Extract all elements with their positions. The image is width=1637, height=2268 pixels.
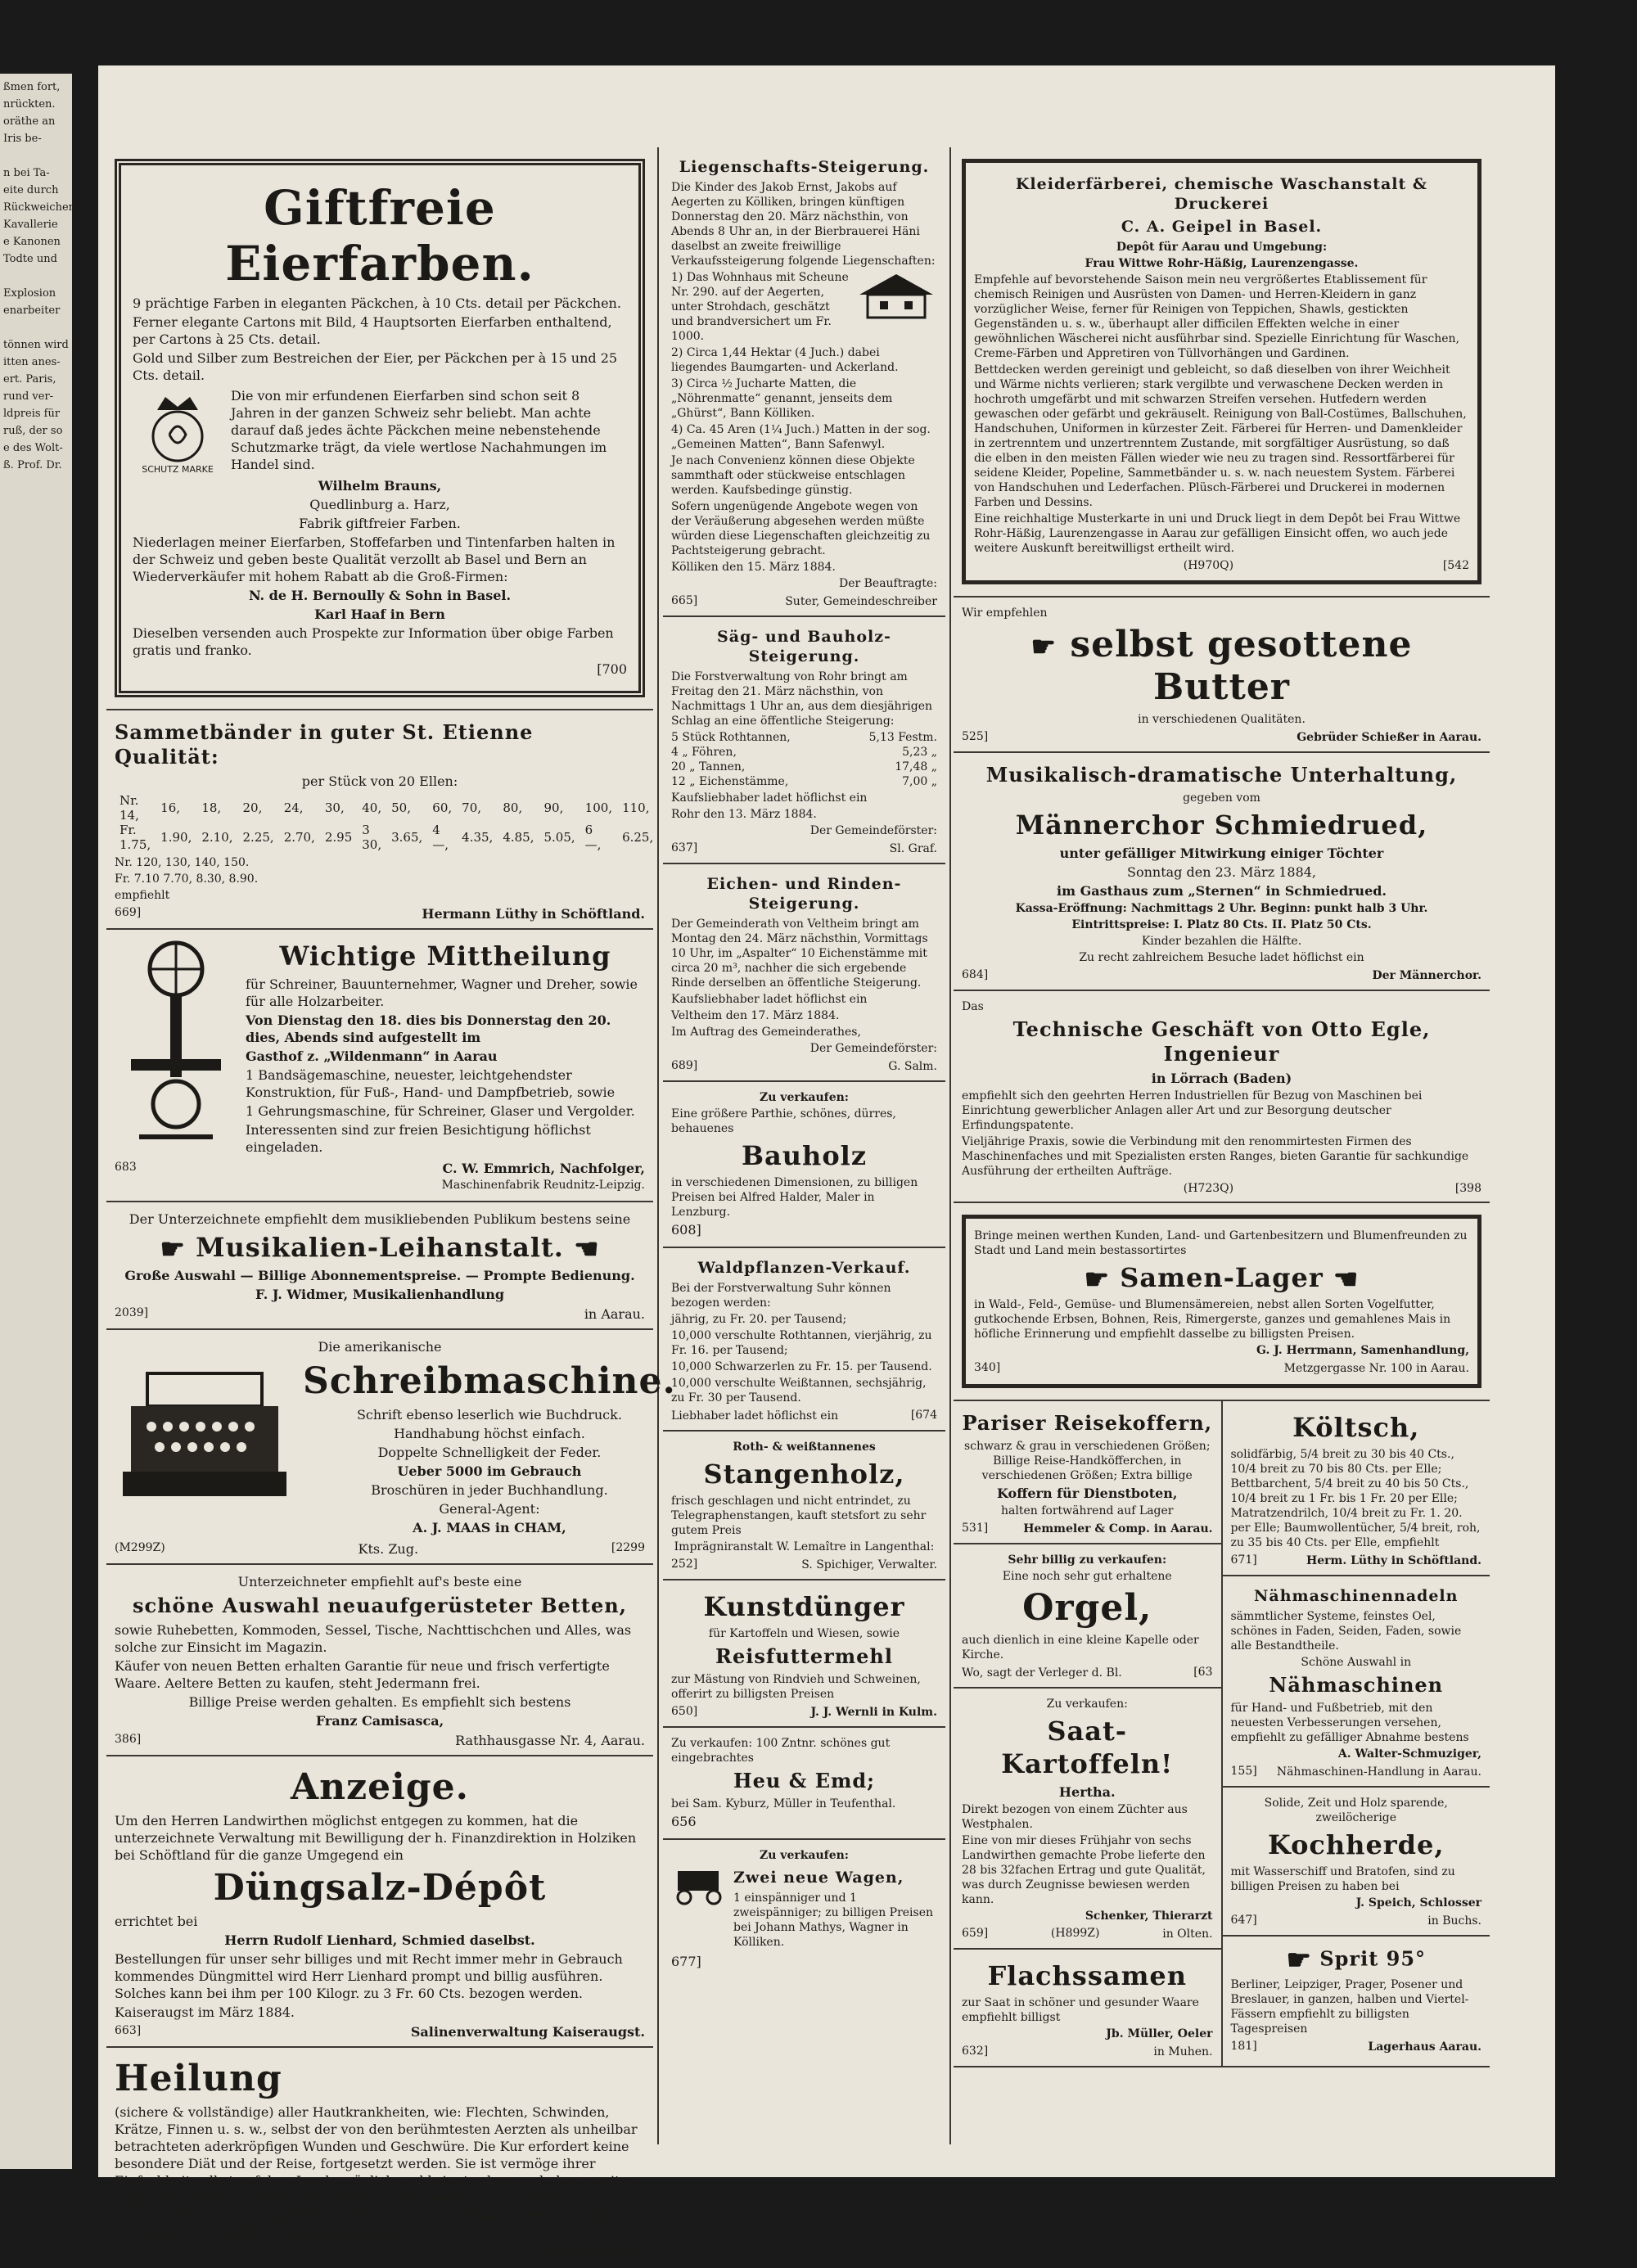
price-cell: 110, — [622, 800, 650, 815]
ad-sammetbaender: Sammetbänder in guter St. Etienne Qualität: per Stück von 20 Ellen: Nr. 14, 16, 18, 20, 24, 30, 40, 50, 60, 70, 80, 90, 100, 110, Fr. 1.75, 1.90, 2.10, 2.25, 2.70, 2.95 3 30, 3.65, 4 —, 4.35, 4.85, 5.05, 6 —, 6.25, Nr. 120, 130, 140, 150. Fr. 7.10 7.70, 8.30, 8.90. empfiehlt 669] Hermann Lüthy in Schöftland. — [106, 710, 653, 930]
price-cell: 16, — [160, 800, 181, 815]
trademark-crown-icon — [133, 386, 223, 476]
ad-kartoffeln: Zu verkaufen: Saat-Kartoffeln! Hertha. Direkt bezogen von einem Züchter aus Westphalen. Eine von mir dieses Frühjahr von sechs Landwirthen gemachte Probe lieferte den 28 bis 32fachen Ertrag und gute Qualität, was durch Zeugnisse bewiesen werden kann. Schenker, Thierarzt 659] (H899Z) in Olten. — [954, 1689, 1221, 1950]
price-cell: 40, — [362, 800, 382, 815]
strip-line: n bei Ta- — [3, 167, 50, 179]
ad-title: schöne Auswahl neuaufgerüsteter Betten, — [132, 1594, 628, 1617]
ad-anzeige: Anzeige. Um den Herren Landwirthen möglichst entgegen zu kommen, hat die unterzeichnete Verwaltung mit Bewilligung der h. Finanzdirektion in Holziken bei Schöftland für die ganze Umgegend ein Düngsalz-Dépôt errichtet bei Herrn Rudolf Lienhard, Schmied daselbst. Bestellungen für unser sehr billiges und mit Recht immer mehr in Gebrauch kommendes Düngmittel wird Herr Lienhard prompt und billig ausführen. Solches kann bei ihm per 100 Kilogr. zu 3 Fr. 60 Cts. bezogen werden. Kaiseraugst im März 1884. 663] Salinenverwaltung Kaiseraugst. — [106, 1756, 653, 2048]
lot-row: 4 „ Föhren, 5,23 „ — [671, 746, 937, 759]
price-cell: 24, — [283, 800, 304, 815]
strip-line: enarbeiter — [3, 304, 61, 317]
price-cell: 30, — [324, 800, 345, 815]
price-cell: 20, — [242, 800, 263, 815]
strip-line: Rückweichen — [3, 201, 76, 214]
ad-eichen: Eichen- und Rinden-Steigerung. Der Gemeinderath von Veltheim bringt am Montag den 24. März nächsthin, Vormittags 10 Uhr, im „Aspalter“ 10 Eichenstämme mit circa 20 m³, nachher die sich ergebende Rinde derselben an öffentliche Steigerung. Kaufsliebhaber ladet höflichst ein Veltheim den 17. März 1884. Im Auftrag des Gemeinderathes, Der Gemeindeförster: 689] G. Salm. — [663, 864, 945, 1082]
strip-line: oräthe an — [3, 115, 56, 128]
ad-title: Anzeige. — [291, 1766, 469, 1808]
strip-line: ruß, der so — [3, 425, 63, 437]
ad-reisekoffer: Pariser Reisekoffern, schwarz & grau in verschiedenen Größen; Billige Reise-Handköfferchen, in verschiedenen Größen; Extra billige Koffern für Dienstboten, halten fortwährend auf Lager 531] Hemmeler & Comp. in Aarau. — [954, 1401, 1221, 1544]
ad-title: Samen-Lager — [1120, 1262, 1324, 1293]
offer-row: jährig, zu Fr. 20. per Tausend; — [671, 1313, 847, 1326]
ad-kunstduenger: Kunstdünger für Kartoffeln und Wiesen, sowie Reisfuttermehl zur Mästung von Rindvieh und Schweinen, offerirt zu billigsten Preisen 650] J. J. Wernli in Kulm. — [663, 1580, 945, 1728]
ad-flachssamen: Flachssamen zur Saat in schöner und gesunder Waare empfiehlt billigst Jb. Müller, Oeler 632] in Muhen. — [962, 1960, 1213, 2058]
pointing-hand-icon: ☚ — [574, 1233, 600, 1266]
offer-row: 10,000 Schwarzerlen zu Fr. 15. per Tausend. — [671, 1360, 932, 1373]
ad-row-pair — [954, 1401, 1490, 2067]
price-cell: 4.85, — [503, 830, 534, 845]
ad-musikalien: Der Unterzeichnete empfiehlt dem musikliebenden Publikum bestens seine ☛ Musikalien-Leihanstalt. ☚ Große Auswahl — Billige Abonnementspreise. — Prompte Bedienung. F. J. Widmer, Musikalienhandlung 2039] in Aarau. — [106, 1202, 653, 1330]
pointing-hand-icon: ☛ — [1286, 1944, 1312, 1977]
pointing-hand-icon: ☚ — [1333, 1263, 1360, 1296]
price-cell: 60, — [432, 800, 453, 815]
strip-line: e des Wolt- — [3, 442, 63, 454]
ad-title: Schreibmaschine. — [303, 1360, 676, 1402]
ad-title: Saat-Kartoffeln! — [1001, 1716, 1174, 1779]
adjacent-page-text — [0, 74, 76, 479]
advertiser-name: Wilhelm Brauns, — [318, 478, 442, 494]
price-cell: 2.10, — [201, 830, 233, 845]
farmhouse-illustration — [855, 270, 937, 319]
ad-bauholz-steigerung: Säg- und Bauholz-Steigerung. Die Forstverwaltung von Rohr bringt am Freitag den 21. März nächsthin, von Nachmittags 1 Uhr an, aus dem diesjährigen Schlag an eine öffentliche Steigerung: 5 Stück Rothtannen, 5,13 Festm. 4 „ Föhren, 5,23 „ 20 „ Tannen, 17,48 „ 12 „ Eichenstämme, 7,00 „ Kaufsliebhaber ladet höflichst ein Rohr den 13. März 1884. Der Gemeindeförster: 637] Sl. Graf. — [663, 617, 945, 864]
ad-stangenholz: Roth- & weißtannenes Stangenholz, frisch geschlagen und nicht entrindet, zu Telegraphenstangen, kauft stetsfort zu sehr gutem Preis Imprägniranstalt W. Lemaître in Langenthal: 252] S. Spichiger, Verwalter. — [663, 1432, 945, 1580]
strip-line: tönnen wird — [3, 339, 69, 351]
price-cell: 3.65, — [391, 830, 423, 845]
newspaper-page — [98, 65, 1555, 2259]
ad-title: Säg- und Bauholz-Steigerung. — [717, 628, 891, 665]
ad-title: Technische Geschäft von Otto Egle, Ingenieur — [1012, 1017, 1431, 1066]
pointing-hand-icon: ☛ — [1030, 630, 1057, 664]
strip-line — [3, 268, 69, 285]
strip-line: Todte und — [3, 253, 57, 265]
ad-title: Kochherde, — [1267, 1829, 1445, 1860]
ad-title: Orgel, — [1022, 1587, 1152, 1629]
strip-line — [3, 319, 69, 336]
ad-title: Heilung — [115, 2058, 282, 2099]
strip-line — [3, 147, 69, 165]
ad-title: selbst gesottene Butter — [1070, 624, 1413, 708]
ad-bauholz: Zu verkaufen: Eine größere Parthie, schönes, dürres, behauenes Bauholz in verschiedenen Dimensionen, zu billigen Preisen bei Alfred Halder, Maler in Lenzburg. 608] — [663, 1082, 945, 1248]
offer-row: 10,000 verschulte Weißtannen, sechsjährig, zu Fr. 30 per Tausend. — [671, 1377, 927, 1405]
strip-line: ldpreis für — [3, 408, 61, 420]
price-cell: 2.95 — [324, 830, 353, 845]
price-cell: 2.25, — [242, 830, 274, 845]
price-cell: 4.35, — [462, 830, 494, 845]
price-cell: 4 —, — [432, 823, 449, 852]
ad-wagen: Zu verkaufen: Zwei neue Wagen, 1 einspänniger und 1 zweispänniger; zu billigen Preisen bei Johann Mathys, Wagner in Kölliken. 677] — [663, 1840, 945, 1978]
price-cell: 100, — [584, 800, 613, 815]
ad-betten: Unterzeichneter empfiehlt auf's beste eine schöne Auswahl neuaufgerüsteter Betten, sowie Ruhebetten, Kommoden, Sessel, Tische, Nachttischchen und Alles, was solche zur Einsicht im Magazin. Käufer von neuen Betten erhalten Garantie für neue und frisch verfertigte Waare. Aeltere Betten zu kaufen, steht Jedermann frei. Billige Preise werden gehalten. Es empfiehlt sich bestens Franz Camisasca, 386] Rathhausgasse Nr. 4, Aarau. — [106, 1565, 653, 1756]
ad-title: Heu & Emd; — [733, 1769, 876, 1792]
ad-sprit: ☛ Sprit 95° Berliner, Leipziger, Prager, Posener und Breslauer, in ganzen, halben und Viertel-Fässern empfiehlt zu billigsten Tagespreisen 181] Lagerhaus Aarau. — [1230, 1944, 1481, 2054]
ad-title: Flachssamen — [987, 1960, 1188, 1991]
column-left — [106, 147, 676, 2259]
price-cell: 6.25, — [622, 830, 654, 845]
strip-line: e Kanonen — [3, 236, 61, 248]
ad-samen — [954, 1203, 1490, 1401]
ad-egle: Das Technische Geschäft von Otto Egle, Ingenieur in Lörrach (Baden) empfiehlt sich den geehrten Herren Industriellen für Bezug von Maschinen bei Einrichtung gewerblicher Anlagen aller Art und zur Besorgung deutscher Erfindungspatente. Vieljährige Praxis, sowie die Verbindung mit den renommirtesten Firmen des Maschinenfaches und mit Spezialisten ersten Ranges, bieten Garantie für sachkundige Ausführung der ertheilten Aufträge. (H723Q) [398 — [954, 991, 1490, 1203]
ad-maennerchor: Musikalisch-dramatische Unterhaltung, gegeben vom Männerchor Schmiedrued, unter gefälliger Mitwirkung einiger Töchter Sonntag den 23. März 1884, im Gasthaus zum „Sternen“ in Schmiedrued. Kassa-Eröffnung: Nachmittags 2 Uhr. Beginn: punkt halb 3 Uhr. Eintrittspreise: I. Platz 80 Cts. II. Platz 50 Cts. Kinder bezahlen die Hälfte. Zu recht zahlreichem Besuche ladet höflichst ein 684] Der Männerchor. — [954, 753, 1490, 991]
price-cell: 1.90, — [160, 830, 192, 845]
price-cell: Fr. 1.75, — [120, 823, 151, 852]
bandsaw-illustration — [115, 936, 237, 1141]
adjacent-page-strip — [0, 74, 76, 2169]
ad-waldpflanzen: Waldpflanzen-Verkauf. Bei der Forstverwaltung Suhr können bezogen werden: jährig, zu Fr. 20. per Tausend; 10,000 verschulte Rothtannen, vierjährig, zu Fr. 16. per Tausend; 10,000 Schwarzerlen zu Fr. 15. per Tausend. 10,000 verschulte Weißtannen, sechsjährig, zu Fr. 30 per Tausend. Liebhaber ladet höflichst ein [674 — [663, 1248, 945, 1432]
lot-row: 12 „ Eichenstämme, 7,00 „ — [671, 775, 937, 788]
ad-title: Kunstdünger — [703, 1591, 905, 1622]
price-cell: 6 —, — [584, 823, 602, 852]
ad-orgel: Sehr billig zu verkaufen: Eine noch sehr gut erhaltene Orgel, auch dienlich in eine kleine Kapelle oder Kirche. Wo, sagt der Verleger d. Bl. [63 — [954, 1544, 1221, 1689]
ad-title: Waldpflanzen-Verkauf. — [697, 1259, 911, 1277]
pointing-hand-icon: ☛ — [160, 1233, 186, 1266]
ad-eierfarben — [106, 147, 653, 710]
ad-title: Sammetbänder in guter St. Etienne Qualität: — [115, 720, 534, 769]
price-cell: 3 30, — [362, 823, 382, 852]
ad-schreibmaschine: Die amerikanische Schreibmaschine. Schrift ebenso leserlich wie Buchdruck. Handhabung höchst einfach. Doppelte Schnelligkeit der Feder. Ueber 5000 im Gebrauch Broschüren in jeder Buchhandlung. General-Agent: A. J. MAAS in CHAM, (M299Z) Kts. Zug. [2299 — [106, 1330, 653, 1565]
ad-title: Sprit 95° — [1319, 1946, 1427, 1971]
ad-title: Wichtige Mittheilung — [279, 940, 611, 972]
pointing-hand-icon: ☛ — [1084, 1263, 1111, 1296]
price-cell: 5.05, — [543, 830, 575, 845]
strip-line: nrückten. — [3, 98, 56, 110]
strip-line: Explosion — [3, 287, 56, 300]
ad-butter: Wir empfehlen ☛ selbst gesottene Butter in verschiedenen Qualitäten. 525] Gebrüder Schießer in Aarau. — [954, 597, 1490, 753]
strip-line: itten anes- — [3, 356, 61, 368]
strip-line: rund ver- — [3, 390, 54, 403]
typewriter-illustration — [115, 1357, 295, 1513]
price-cell: 50, — [391, 800, 411, 815]
price-cell: 18, — [201, 800, 222, 815]
strip-line: ßmen fort, — [3, 81, 61, 93]
strip-line: ert. Paris, — [3, 373, 56, 386]
column-middle — [663, 147, 945, 2153]
decorative-frame: Giftfreie Eierfarben. 9 prächtige Farben in eleganten Päckchen, à 10 Cts. detail per Päckchen. Ferner elegante Cartons mit Bild, 4 Hauptsorten Eierfarben enthaltend, per Cartons à 25 Cts. detail. Gold und Silber zum Bestreichen der Eier, per Päckchen per à 15 und 25 Cts. detail. SCHUTZ MARKE Die von mir erfundenen Eierfarben sind schon seit 8 Jahren in der ganzen Schweiz sehr beliebt. Man achte darauf daß jedes ächte Päckchen meine nebenstehende Schutzmarke trägt, da viele wertlose Nachahmungen im Handel sind. Wilhelm Brauns, Quedlinburg a. Harz, Fabrik giftfreier Farben. Niederlagen meiner Eierfarben, Stoffefarben und Tintenfarben halten in der Schweiz und geben beste Qualität verzollt ab Basel und Bern an Wiederverkäufer mit hohem Rabatt ab die Groß-Firmen: N. de H. Bernoully & Sohn in Basel. Karl Haaf in Bern Dieselben versenden auch Prospekte zur Information über obige Farben gratis und franko. [700 — [115, 159, 645, 697]
ad-naehmaschinen: Nähmaschinennadeln sämmtlicher Systeme, feinstes Oel, schönes in Faden, Seiden, Faden, sowie alle Bestandtheile. Schöne Auswahl in Nähmaschinen für Hand- und Fußbetrieb, mit den neuesten Verbesserungen versehen, empfiehlt zu gefälliger Abnahme bestens A. Walter-Schmuziger, 155] Nähmaschinen-Handlung in Aarau. — [1223, 1576, 1490, 1788]
ad-title: Stangenholz, — [703, 1459, 905, 1490]
carriage-icon — [671, 1864, 728, 1905]
ad-title: Nähmaschinennadeln — [1254, 1587, 1459, 1605]
price-cell: 80, — [503, 800, 523, 815]
svg-text:SCHUTZ MARKE: SCHUTZ MARKE — [142, 464, 214, 475]
ad-title: Kleiderfärberei, chemische Waschanstalt & Druckerei — [1015, 175, 1428, 213]
ad-title: Liegenschafts-Steigerung. — [679, 158, 930, 176]
ad-title: Giftfreie Eierfarben. — [225, 180, 534, 291]
column-rule — [949, 147, 951, 2144]
ad-title: Költsch, — [1292, 1412, 1420, 1443]
strip-line: ß. Prof. Dr. — [3, 459, 62, 471]
price-table — [115, 793, 658, 852]
ad-title: Pariser Reisekoffern, — [962, 1411, 1213, 1435]
offer-row: 10,000 verschulte Rothtannen, vierjährig, zu Fr. 16. per Tausend; — [671, 1329, 932, 1357]
ad-title: Zwei neue Wagen, — [733, 1869, 904, 1887]
ad-kochherde: Solide, Zeit und Holz sparende, zweilöcherige Kochherde, mit Wasserschiff und Bratofen, sind zu billigen Preisen zu haben bei J. Speich, Schlosser 647] in Buchs. — [1223, 1788, 1490, 1937]
ad-liegenschaft: Liegenschafts-Steigerung. Die Kinder des Jakob Ernst, Jakobs auf Aegerten zu Kölliken, bringen künftigen Donnerstag den 20. März nächsthin, von Abends 8 Uhr an, in der Bierbrauerei Häni daselbst an zweite freiwillige Verkaufssteigerung folgende Liegenschaften: 1) Das Wohnhaus mit Scheune Nr. 290. auf der Aegerten, unter Strohdach, geschätzt und brandversichert um Fr. 1000. 2) Circa 1,44 Hektar (4 Juch.) dabei liegendes Baumgarten- und Ackerland. 3) Circa ½ Jucharte Matten, die „Nöhrenmatte“ genannt, jenseits dem „Ghürst“, Bann Kölliken. 4) Ca. 45 Aren (1¼ Juch.) Matten in der sog. „Gemeinen Matten“, Bann Safenwyl. Je nach Convenienz können diese Objekte sammthaft oder stückweise entschlagen werden. Kaufsbedinge günstig. Sofern ungenügende Angebote wegen von der Veräußerung abgesehen werden müßte würden diese Liegenschaften gleichzeitig zu Pachtsteigerung gebracht. Kölliken den 15. März 1884. Der Beauftragte: 665] Suter, Gemeindeschreiber — [663, 147, 945, 617]
ad-heu: Zu verkaufen: 100 Zntnr. schönes gut eingebrachtes Heu & Emd; bei Sam. Kyburz, Müller in Teufenthal. 656 — [663, 1728, 945, 1840]
ad-frame: Bringe meinen werthen Kunden, Land- und Gartenbesitzern und Blumenfreunden zu Stadt und Land mein bestassortirtes ☛ Samen-Lager ☚ in Wald-, Feld-, Gemüse- und Blumensämereien, nebst allen Sorten Vogelfutter, gutkochende Erbsen, Bohnen, Reis, Rimergerste, ganzes und gemahlenes Mais in höfliche Erinnerung und empfiehlt dasselbe zu billigsten Preisen. G. J. Herrmann, Samenhandlung, 340] Metzgergasse Nr. 100 in Aarau. — [962, 1215, 1481, 1388]
price-cell: 90, — [543, 800, 564, 815]
ad-title: Bauholz — [742, 1140, 867, 1171]
ad-heilung: Heilung (sichere & vollständige) aller Hautkrankheiten, wie: Flechten, Schwinden, Krätze, Finnen u. s. w., selbst der von den berühmtesten Aerzten als unheilbar betrachteten aderkröpfigen Wunden und Geschwüre. Die Kur erfordert keine besondere Diät und der Reise, fortgesetzt werden. Sie ist vermöge ihrer Einfachheit selbst auf dem Lande möglich und bringt schon nach dem zweiten Tage eine merkliche Besserung hervor. — Man wende sich an Herrn Lenormand, Arzt und Apotheker erster Klasse in Tournan (Seine-et-Marne) Frankreich. — Briefliche Consultationen gratis. (H5630X) [1607 — [115, 2058, 645, 2259]
lot-row: 20 „ Tannen, 17,48 „ — [671, 760, 937, 773]
column-right — [954, 147, 1490, 2153]
strip-line: Kavallerie — [3, 219, 58, 231]
ad-geipel — [954, 147, 1490, 597]
ad-koeltsch: Költsch, solidfärbig, 5/4 breit zu 30 bis 40 Cts., 10/4 breit zu 70 bis 80 Cts. per Elle; Bettbarchent, 5/4 breit zu 40 bis 50 Cts., 10/4 breit zu 1 Fr. bis 1 Fr. 20 per Elle; Matratzendrilch, 10/4 breit zu Fr. 1. 20. per Elle; Baumwollentücher, 5/4 breit, roh, zu 35 bis 40 Cts. per Elle, empfiehlt 671] Herm. Lüthy in Schöftland. — [1223, 1401, 1490, 1576]
column-rule — [657, 147, 659, 2144]
ad-emmrich: Wichtige Mittheilung für Schreiner, Bauunternehmer, Wagner und Dreher, sowie für alle Holzarbeiter. Von Dienstag den 18. dies bis Donnerstag den 20. dies, Abends sind aufgestellt im Gasthof z. „Wildenmann“ in Aarau 1 Bandsägemaschine, neuester, leichtgehendster Konstruktion, für Fuß-, Hand- und Dampfbetrieb, sowie 1 Gehrungsmaschine, für Schreiner, Glaser und Vergolder. Interessenten sind zur freien Besichtigung höflichst eingeladen. 683 C. W. Emmrich, Nachfolger, Maschinenfabrik Reudnitz-Leipzig. — [106, 930, 653, 1202]
ad-frame: Kleiderfärberei, chemische Waschanstalt & Druckerei C. A. Geipel in Basel. Depôt für Aarau und Umgebung: Frau Wittwe Rohr-Häßig, Laurenzengasse. Empfehle auf bevorstehende Saison mein neu vergrößertes Etablissement für chemisch Reinigen und Ausrüsten von Damen- und Herren-Kleidern in ganz vorzüglicher Weise, ferner für Reinigen von Teppichen, Shawls, gestickten Gegenständen u. s. w., überhaupt aller difficilen Effekten welche in einer gewöhnlichen Wäscherei nicht ausführbar sind. Spezielle Einrichtung für Waschen, Creme-Färben und Appretiren von Tüllvorhängen und Gardinen. Bettdecken werden gereinigt und gebleicht, so daß dieselben von ihrer Weichheit und Wärme nichts verlieren; stark vergilbte und verwaschene Decken werden in hochroth umgefärbt und mit schwarzen Streifen versehen. Hutfedern werden gewaschen oder gefärbt und gekräuselt. Reinigung von Ball-Costümes, Ballschuhen, Handschuhen, Uniformen in kürzester Zeit. Färberei für Herren- und Damenkleider in zertrenntem und unzertrenntem Zustande, mit sorgfältiger Ausrüstung, so daß die elben in den meisten Fällen wieder wie neu zu tragen sind. Ressortfärberei für seidene Kleider, Popeline, Sammetbänder u. s. w. nach neuestem System. Färberei von Handschuhen und Lederfachen. Plüsch-Färberei und Druckerei in modernen Farben und Dessins. Eine reichhaltige Musterkarte in uni und Druck liegt in dem Depôt bei Frau Wittwe Rohr-Häßig, Laurenzengasse in Aarau zur gefälligen Einsicht offen, wo auch jede weitere Auskunft bereitwilligst ertheilt wird. (H970Q) [542 — [962, 159, 1481, 584]
ad-title: Musikalisch-dramatische Unterhaltung, — [985, 763, 1458, 787]
strip-line: Iris be- — [3, 133, 42, 145]
price-cell: 70, — [462, 800, 482, 815]
ad-title: Eichen- und Rinden-Steigerung. — [706, 875, 902, 913]
strip-line: eite durch — [3, 184, 59, 196]
lot-row: 5 Stück Rothtannen, 5,13 Festm. — [671, 731, 937, 744]
price-cell: Nr. 14, — [120, 793, 139, 823]
ad-title: Musikalien-Leihanstalt. — [196, 1232, 564, 1263]
price-cell: 2.70, — [283, 830, 315, 845]
